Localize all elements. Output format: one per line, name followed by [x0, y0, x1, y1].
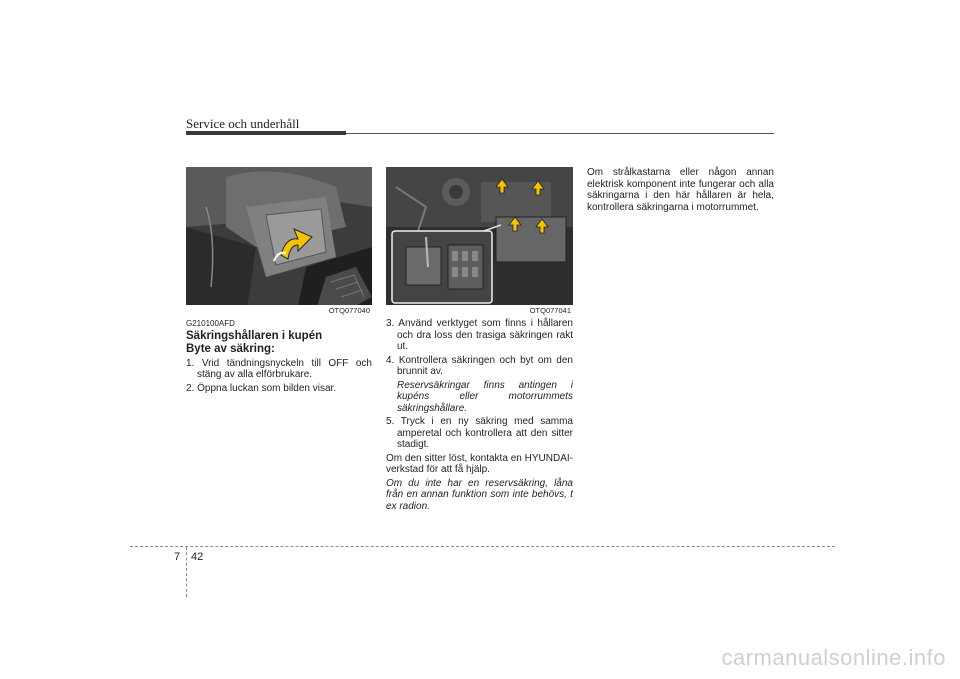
- column-2: [386, 318, 573, 512]
- note-borrow-fuse: Om du inte har en reservsäkring, låna från en annan funktion som inte behövs, t ex radion.: [386, 477, 573, 512]
- figure-caption: OTQ077040: [328, 306, 370, 315]
- heading-fuse-replace: Byte av säkring:: [186, 342, 275, 355]
- watermark: carmanualsonline.info: [721, 645, 946, 670]
- footer-rule: [130, 546, 835, 547]
- section-code: G210100AFD: [186, 319, 235, 328]
- section-title: Service och underhåll: [186, 116, 300, 131]
- note-spare-fuses: Reservsäkringar finns antingen i kupéns eller motorrummets säkringshållare.: [397, 379, 573, 414]
- header-accent-bar: [186, 131, 346, 135]
- engine-bay-illustration: [386, 167, 573, 316]
- column-3-paragraph: Om strålkastarna eller någon annan elektrisk komponent inte fungerar och alla säkringarna i den här hållaren är hela, kontrollera säkringarna i motorrummet.: [587, 167, 774, 213]
- engine-fuse-photo: [386, 167, 573, 316]
- page-number: 42: [191, 551, 204, 563]
- step-3: 3. Använd verktyget som finns i hållaren och dra loss den trasiga säkringen rakt ut.: [386, 318, 573, 352]
- interior-fuse-photo: [186, 167, 372, 316]
- figure-caption: OTQ077041: [529, 306, 571, 315]
- step-5: 5. Tryck i en ny säkring med samma amperetal och kontrollera att den sitter stadigt.: [386, 416, 573, 450]
- interior-dashboard-illustration: [186, 167, 372, 316]
- step-4: 4. Kontrollera säkringen och byt om den brunnit av.: [386, 354, 573, 377]
- step-1: 1. Vrid tändningsnyckeln till OFF och stäng av alla elförbrukare.: [186, 357, 372, 380]
- footer-divider: [186, 547, 187, 597]
- paragraph-contact-workshop: Om den sitter löst, kontakta en HYUNDAI-verkstad för att få hjälp.: [386, 452, 573, 475]
- heading-fuse-holder: Säkringshållaren i kupén: [186, 329, 323, 342]
- step-2: 2. Öppna luckan som bilden visar.: [186, 382, 337, 394]
- header-rule: [346, 133, 774, 134]
- column-1: [186, 318, 372, 394]
- chapter-number: 7: [174, 551, 181, 563]
